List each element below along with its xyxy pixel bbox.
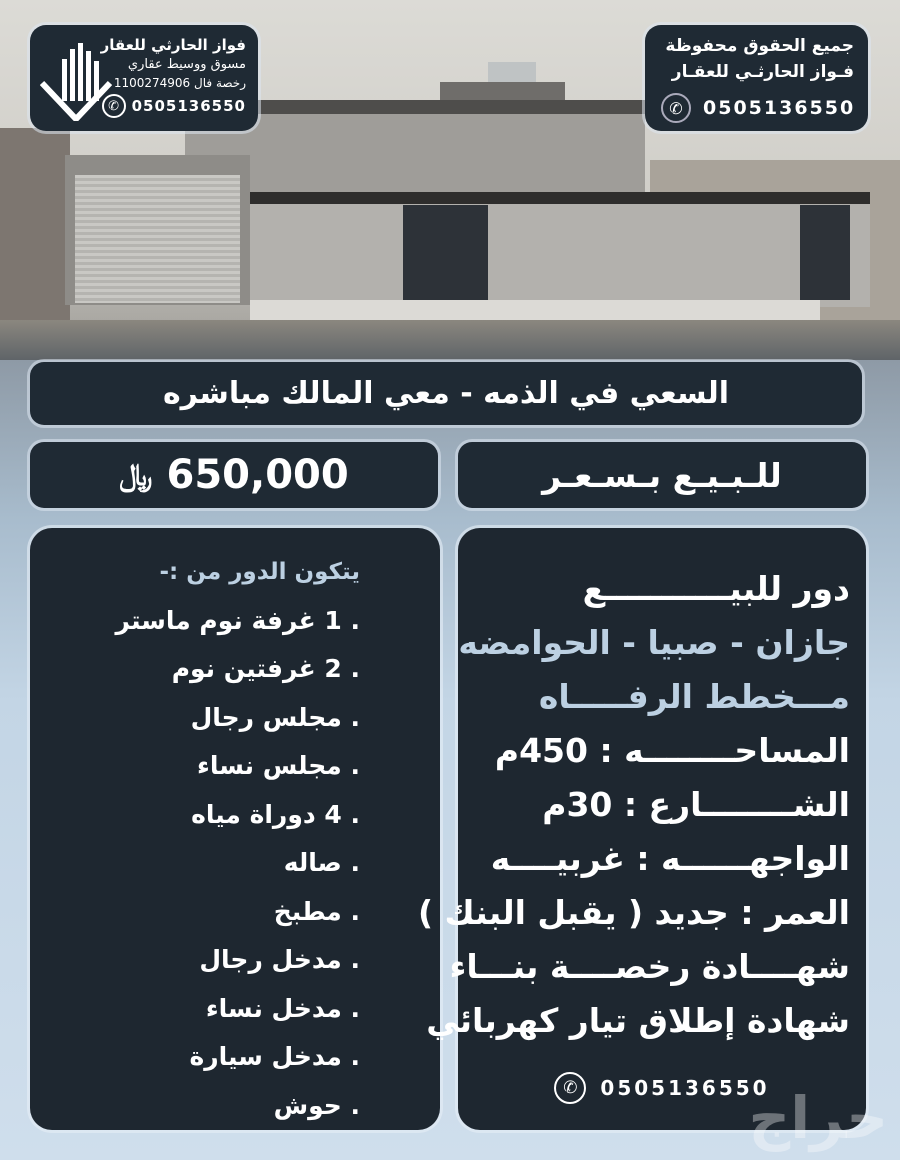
headline: السعي في الذمه - معي المالك مباشره	[162, 376, 730, 411]
detail-area: المساحــــــــه : 450م	[494, 731, 850, 770]
detail-type: دور للبيـــــــــــع	[582, 569, 850, 608]
list-item: . 1 غرفة نوم ماستر	[115, 605, 360, 635]
detail-location: جازان - صبيا - الحوامضه	[458, 623, 850, 662]
price-value: 650,000	[166, 452, 349, 498]
list-item: . صاله	[283, 848, 360, 877]
list-item: . مدخل نساء	[205, 993, 360, 1023]
details-panel	[417, 528, 866, 1130]
phone-icon: ✆	[661, 93, 691, 123]
list-item: . مدخل سيارة	[189, 1042, 360, 1071]
for-sale-box	[458, 442, 866, 508]
rights-notice: جميع الحقوق محفوظة	[665, 36, 854, 56]
rooms-header: يتكون الدور من :-	[159, 559, 360, 585]
price-box	[30, 442, 438, 508]
agent-license: رخصة فال 1100274906	[113, 76, 246, 90]
phone-icon: ✆	[102, 94, 126, 118]
details-phone[interactable]: 0505136550	[600, 1076, 770, 1100]
rooms-panel	[30, 528, 440, 1130]
phone-icon: ✆	[554, 1072, 586, 1104]
currency-symbol: ﷼	[119, 457, 153, 493]
list-item: . مجلس رجال	[190, 702, 360, 732]
list-item: . 2 غرفتين نوم	[171, 654, 360, 683]
agent-phone[interactable]: 0505136550	[131, 97, 246, 115]
detail-age: العمر : جديد ( يقبل البنك )	[417, 893, 850, 932]
detail-electricity: شهادة إطلاق تيار كهربائي	[426, 1001, 850, 1040]
detail-plan: مـــخطط الرفـــــاه	[538, 677, 850, 716]
rooms-list	[30, 597, 360, 1131]
rights-phone[interactable]: 0505136550	[703, 97, 856, 119]
agent-role: مسوق ووسيط عقاري	[127, 57, 246, 72]
list-item: . مطبخ	[273, 896, 360, 926]
rights-owner: فـواز الحارثـي للعقـار	[671, 62, 854, 82]
list-item: . حوش	[273, 1090, 360, 1120]
headline-banner	[30, 362, 862, 425]
list-item: . مجلس نساء	[197, 751, 360, 780]
detail-facade: الواجهــــــه : غربيــــه	[490, 839, 850, 878]
rights-card	[645, 25, 868, 131]
agent-card	[30, 25, 258, 131]
haraj-watermark: حراج	[748, 1084, 888, 1152]
detail-street: الشــــــــارع : 30م	[542, 785, 850, 824]
detail-building-permit: شهــــادة رخصــــة بنـــاء	[449, 947, 850, 986]
for-sale-label: للـبـيـع بـسـعـر	[542, 455, 782, 495]
list-item: . 4 دوراة مياه	[191, 799, 360, 829]
agent-name: فواز الحارثي للعقار	[100, 36, 246, 54]
list-item: . مدخل رجال	[199, 945, 360, 974]
